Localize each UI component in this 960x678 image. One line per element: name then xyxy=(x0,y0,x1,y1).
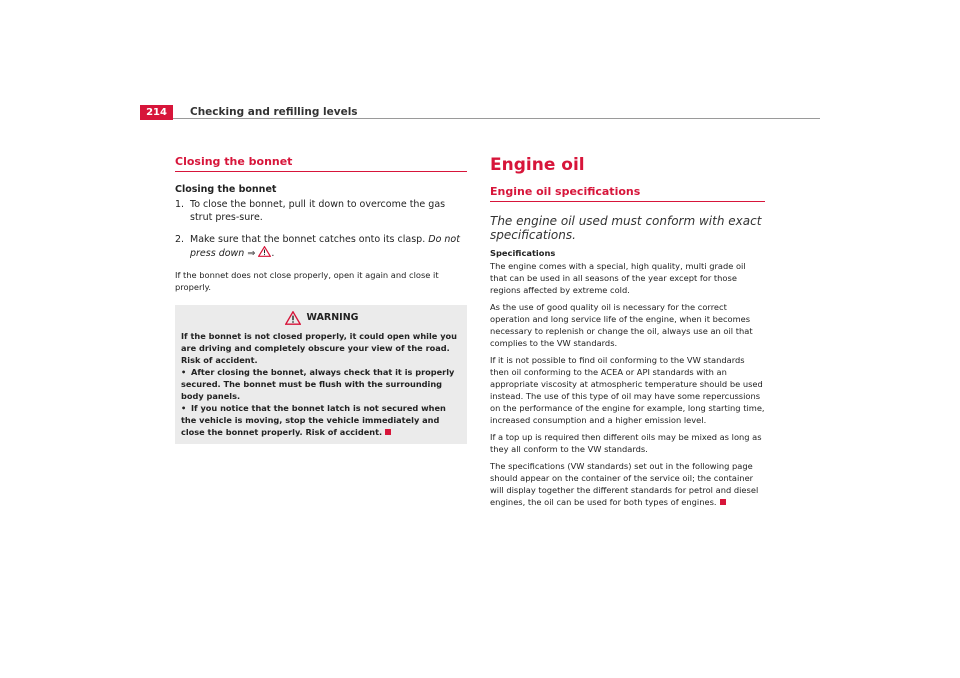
header-rule xyxy=(173,118,820,119)
step-number: 1. xyxy=(175,199,185,210)
paragraph: The engine comes with a special, high quality, multi grade oil that can be used in all seasons of the year except for those regions affected by extreme cold. xyxy=(490,261,746,295)
paragraph: If it is not possible to find oil conforming to the VW standards then oil conforming to the ACEA or API standards with an appropriate viscosity at atmospheric temperature should be used instead. The use of this type of oil may have some repercussions on the performance of the engine for example, long starting time, increased consumption and a higher emission level. xyxy=(490,355,765,425)
page-number: 214 xyxy=(140,105,173,120)
bullet-glyph: • xyxy=(181,403,187,413)
steps-list xyxy=(175,198,467,260)
paragraph-text: The specifications (VW standards) set out in the following page should appear on the container of the service oil; the container will display together the different standards for petrol and diesel engines, the oil can be used for both types of engines. xyxy=(490,461,759,507)
left-column xyxy=(175,155,467,444)
step-text: Make sure that the bonnet catches onto its clasp. xyxy=(190,234,426,245)
step-emphasis: Do not press down xyxy=(190,234,460,259)
warning-bullet xyxy=(181,402,462,438)
section-heading-closing-bonnet: Closing the bonnet xyxy=(175,155,467,172)
paragraph xyxy=(490,460,765,508)
paragraph: As the use of good quality oil is necessary for the correct operation and long service life of the engine, when it becomes necessary to replenish or change the oil, always use an oil that complies to the VW standards. xyxy=(490,302,753,348)
warning-title: WARNING xyxy=(306,312,359,323)
reference-arrow: ⇒ xyxy=(247,248,256,259)
section-subtitle: The engine oil used must conform with exact specifications. xyxy=(490,214,762,242)
bullet-glyph: • xyxy=(181,367,187,377)
step-text: To close the bonnet, pull it down to overcome the gas strut pres-sure. xyxy=(190,199,446,223)
warning-triangle-icon xyxy=(285,311,301,325)
step-item: 2. Make sure that the bonnet catches onto its clasp. Do not press down ⇒ . xyxy=(175,234,460,259)
bonnet-note: If the bonnet does not close properly, open it again and close it properly. xyxy=(175,270,439,292)
running-header: Checking and refilling levels xyxy=(190,106,358,118)
step-number: 2. xyxy=(175,234,185,245)
warning-box xyxy=(175,305,467,444)
subheading-closing-bonnet: Closing the bonnet xyxy=(175,184,277,195)
section-end-mark xyxy=(385,429,391,435)
warning-bullet-text: After closing the bonnet, always check that it is properly secured. The bonnet must be flush with the surrounding body panels. xyxy=(181,367,455,401)
warning-header xyxy=(181,311,462,325)
section-heading-oil-specs: Engine oil specifications xyxy=(490,185,765,202)
step-item xyxy=(175,198,467,224)
paragraph: If a top up is required then different oils may be mixed as long as they all conform to the VW standards. xyxy=(490,432,762,454)
right-column xyxy=(490,155,765,513)
chapter-title-engine-oil: Engine oil xyxy=(490,155,585,175)
warning-bullet xyxy=(181,366,462,402)
warning-triangle-icon xyxy=(258,246,271,257)
section-end-mark xyxy=(720,499,726,505)
warning-bullet-text: If you notice that the bonnet latch is not secured when the vehicle is moving, stop the vehicle immediately and close the bonnet properly. Risk of accident. xyxy=(181,403,446,437)
warning-lead: If the bonnet is not closed properly, it could open while you are driving and completely obscure your view of the road. Risk of accident. xyxy=(181,331,457,365)
specifications-heading: Specifications xyxy=(490,248,556,258)
